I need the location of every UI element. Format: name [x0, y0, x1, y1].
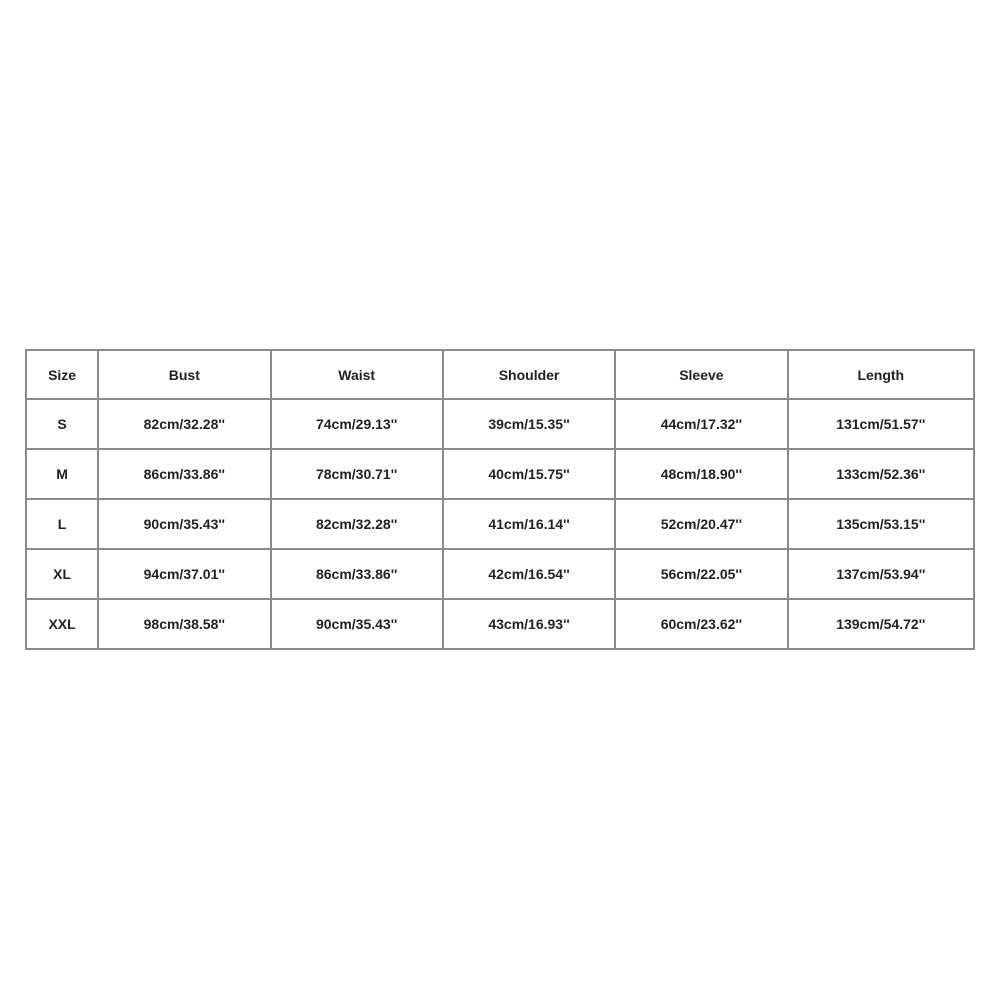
cell-length: 139cm/54.72''	[788, 599, 974, 649]
header-bust: Bust	[98, 350, 270, 399]
cell-bust: 98cm/38.58''	[98, 599, 270, 649]
cell-sleeve: 52cm/20.47''	[615, 499, 787, 549]
cell-length: 131cm/51.57''	[788, 399, 974, 449]
cell-waist: 82cm/32.28''	[271, 499, 443, 549]
header-waist: Waist	[271, 350, 443, 399]
cell-bust: 90cm/35.43''	[98, 499, 270, 549]
cell-size: M	[26, 449, 98, 499]
header-shoulder: Shoulder	[443, 350, 615, 399]
cell-waist: 90cm/35.43''	[271, 599, 443, 649]
table-row	[26, 549, 974, 599]
table-row	[26, 599, 974, 649]
size-chart-table	[25, 349, 975, 650]
table-row	[26, 449, 974, 499]
cell-bust: 94cm/37.01''	[98, 549, 270, 599]
cell-size: XL	[26, 549, 98, 599]
header-length: Length	[788, 350, 974, 399]
table-row	[26, 499, 974, 549]
cell-sleeve: 48cm/18.90''	[615, 449, 787, 499]
cell-length: 133cm/52.36''	[788, 449, 974, 499]
cell-waist: 74cm/29.13''	[271, 399, 443, 449]
cell-size: S	[26, 399, 98, 449]
cell-length: 135cm/53.15''	[788, 499, 974, 549]
cell-shoulder: 42cm/16.54''	[443, 549, 615, 599]
cell-length: 137cm/53.94''	[788, 549, 974, 599]
cell-shoulder: 41cm/16.14''	[443, 499, 615, 549]
cell-size: XXL	[26, 599, 98, 649]
cell-waist: 86cm/33.86''	[271, 549, 443, 599]
cell-shoulder: 40cm/15.75''	[443, 449, 615, 499]
cell-sleeve: 56cm/22.05''	[615, 549, 787, 599]
header-size: Size	[26, 350, 98, 399]
table-header-row	[26, 350, 974, 399]
cell-shoulder: 39cm/15.35''	[443, 399, 615, 449]
cell-sleeve: 60cm/23.62''	[615, 599, 787, 649]
cell-sleeve: 44cm/17.32''	[615, 399, 787, 449]
header-sleeve: Sleeve	[615, 350, 787, 399]
cell-bust: 82cm/32.28''	[98, 399, 270, 449]
cell-shoulder: 43cm/16.93''	[443, 599, 615, 649]
cell-waist: 78cm/30.71''	[271, 449, 443, 499]
table-row	[26, 399, 974, 449]
cell-size: L	[26, 499, 98, 549]
cell-bust: 86cm/33.86''	[98, 449, 270, 499]
